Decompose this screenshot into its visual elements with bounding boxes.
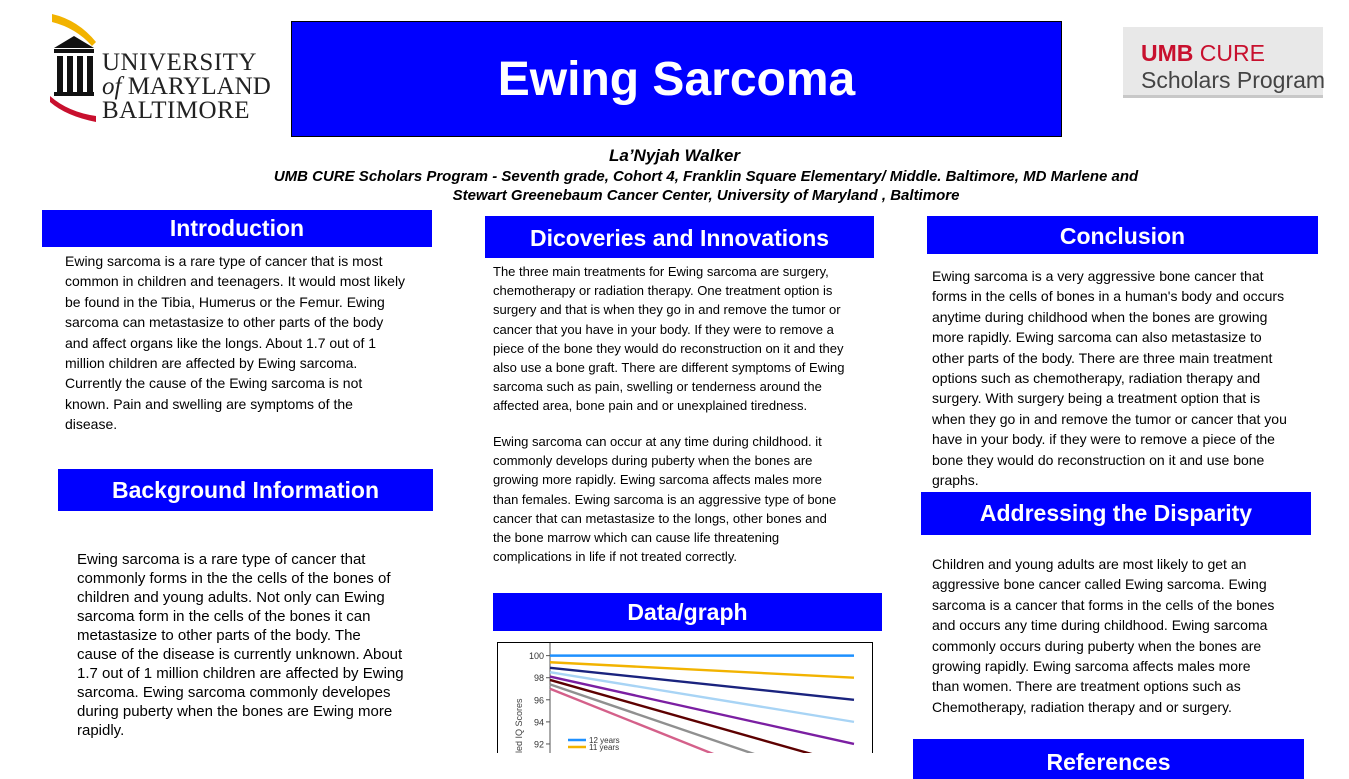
text-line: commonly forms in the the cells of the bones of	[77, 570, 391, 587]
text-line: million children are affected by Ewing sarcoma.	[65, 355, 358, 372]
chart-y-tick-label: 96	[533, 695, 544, 706]
cure-logo-line2: Scholars Program	[1141, 67, 1326, 93]
conclusion-heading: Conclusion	[927, 216, 1318, 254]
text-line: during puberty when the bones are Ewing more	[77, 703, 393, 720]
text-line: Ewing sarcoma is a very aggressive bone cancer that	[932, 268, 1264, 284]
text-line: bone they would do reconstruction on it and use bone	[932, 451, 1265, 468]
introduction-heading: Introduction	[42, 210, 432, 247]
text-line: anytime during childhood when the bones are growing	[932, 308, 1268, 325]
text-line: sarcoma form in the cells of the bones it can	[77, 608, 371, 625]
chart-series-line-4	[550, 677, 854, 744]
text-line: graphs.	[932, 472, 979, 489]
text-line: and occurs any time during childhood. Ewing sarcoma	[932, 617, 1268, 634]
chart-legend-label: 12 years	[589, 736, 620, 745]
background-heading: Background Information	[58, 469, 433, 511]
text-line: other parts of the body. There are three main treatment	[932, 349, 1273, 366]
introduction-text	[65, 251, 435, 435]
text-line: known. Pain and swelling are symptoms of the	[65, 395, 353, 412]
text-line: growing rapidly. Ewing sarcoma affects males more	[932, 658, 1251, 675]
umb-logo	[48, 12, 278, 126]
conclusion-text	[932, 266, 1322, 490]
author-name: La’Nyjah Walker	[608, 146, 741, 165]
affiliation-line-1: UMB CURE Scholars Program - Seventh grade, Cohort 4, Franklin Square Elementary/ Middle. Baltimore, MD Marlene and	[273, 168, 1139, 185]
text-line: forms in the cells of bones in a human's body and occurs	[932, 288, 1285, 305]
text-line: be found in the Tibia, Humerus or the Femur. Ewing	[65, 293, 385, 310]
chart-legend-label: 11 years	[589, 743, 620, 752]
logo-of: of	[102, 73, 122, 100]
discoveries-heading: Dicoveries and Innovations	[485, 216, 874, 258]
text-line: piece of the bone they would do reconstruction on it and they	[493, 340, 844, 356]
text-line: children and young adults. Not only can Ewing	[77, 589, 385, 606]
text-line: options such as chemotherapy, radiation therapy and	[932, 370, 1261, 387]
text-line: than women. There are treatment options such as	[932, 678, 1241, 695]
poster-title: Ewing Sarcoma	[497, 52, 856, 106]
cure-logo-line1	[1141, 41, 1265, 65]
chart-series-line-2	[550, 668, 854, 700]
text-line: have in your body. if they were to remove a piece of the	[932, 431, 1275, 448]
text-line: commonly develops during puberty when the bones are	[493, 453, 813, 469]
chart-y-tick-label: 92	[533, 739, 544, 750]
disparity-heading: Addressing the Disparity	[921, 492, 1311, 535]
text-line: the bone marrow which can cause life threatening	[493, 530, 780, 546]
text-line: affected area, bone pain and or unexplained tiredness.	[493, 398, 808, 414]
text-line: Ewing sarcoma is a rare type of cancer that	[77, 551, 366, 568]
text-line: aggressive bone cancer called Ewing sarcoma. Ewing	[932, 576, 1267, 593]
poster-title-box	[291, 21, 1062, 137]
logo-baltimore: BALTIMORE	[102, 97, 251, 124]
text-line: sarcoma. Ewing sarcoma commonly developes	[77, 684, 391, 701]
text-line: also use a bone graft. There are different symptoms of Ewing	[493, 360, 845, 376]
chart-y-tick-label: 94	[533, 717, 544, 728]
text-line: 1.7 out of 1 million children are affected by Ewing	[77, 665, 404, 682]
chart-y-tick-label: 98	[533, 673, 544, 684]
text-line: sarcoma can metastasize to other parts of the body	[65, 314, 384, 331]
references-heading-text: References	[1046, 749, 1171, 775]
cure-logo-cure: CURE	[1199, 40, 1265, 66]
data-graph-heading: Data/graph	[493, 593, 882, 631]
text-line: more rapidly. Ewing sarcoma can also metastasize to	[932, 329, 1262, 346]
discoveries-text-para-2	[493, 432, 883, 566]
text-line: The three main treatments for Ewing sarcoma are surgery,	[493, 264, 829, 279]
logo-maryland-word: MARYLAND	[127, 73, 271, 100]
text-line: commonly occurs during puberty when the bones are	[932, 637, 1262, 654]
text-line: common in children and teenagers. It would most likely	[65, 273, 406, 290]
text-line: surgery. With surgery being a treatment option that is	[932, 390, 1261, 407]
text-line: than females. Ewing sarcoma is an aggressive type of bone	[493, 491, 837, 507]
chart-y-tick-label: 100	[528, 651, 544, 662]
text-line: when they go in and remove the tumor or cancer that you	[932, 410, 1287, 427]
text-line: and affect organs like the longs. About 1.7 out of 1	[65, 334, 377, 351]
logo-university: UNIVERSITY	[102, 49, 257, 76]
text-line: cancer that you have in your body. If they were to remove a	[493, 321, 834, 337]
text-line: metastasize to other parts of the body. The	[77, 627, 361, 644]
text-line: growing more rapidly. Ewing sarcoma affects males more	[493, 472, 822, 488]
text-line: sarcoma such as pain, swelling or tenderness around the	[493, 379, 822, 395]
references-heading	[913, 739, 1304, 779]
cure-scholars-logo	[1123, 27, 1326, 98]
text-line: Ewing sarcoma is a rare type of cancer that is most	[65, 253, 383, 269]
background-text	[77, 550, 457, 740]
text-line: Children and young adults are most likely to get an	[932, 556, 1247, 572]
text-line: rapidly.	[77, 722, 125, 739]
text-line: cancer that can metastasize to the longs, other bones and	[493, 510, 827, 526]
iq-chart-frame	[497, 642, 873, 753]
affiliation-line-2: Stewart Greenebaum Cancer Center, University of Maryland , Baltimore	[452, 187, 960, 204]
cure-logo-umb: UMB	[1141, 40, 1194, 66]
disparity-text	[932, 554, 1322, 717]
text-line: disease.	[65, 416, 118, 433]
text-line: sarcoma is a cancer that forms in the cells of the bones	[932, 596, 1275, 613]
text-line: complications in life if not treated correctly.	[493, 549, 737, 565]
discoveries-text-para-1	[493, 262, 883, 416]
text-line: surgery and that is when they go in and remove the tumor or	[493, 302, 841, 318]
text-line: Chemotherapy, radiation therapy and or surgery.	[932, 698, 1232, 715]
chart-series-line-3	[550, 672, 854, 722]
text-line: Ewing sarcoma can occur at any time during childhood. it	[493, 434, 822, 449]
umb-logo-mark-icon	[48, 12, 100, 122]
text-line: cause of the disease is currently unknown. About	[77, 646, 403, 663]
chart-ylabel: led IQ Scores	[514, 698, 524, 753]
text-line: Currently the cause of the Ewing sarcoma is not	[65, 375, 363, 392]
text-line: chemotherapy or radiation therapy. One treatment option is	[493, 283, 833, 299]
chart-series-line-1	[550, 662, 854, 677]
iq-chart	[498, 643, 872, 753]
